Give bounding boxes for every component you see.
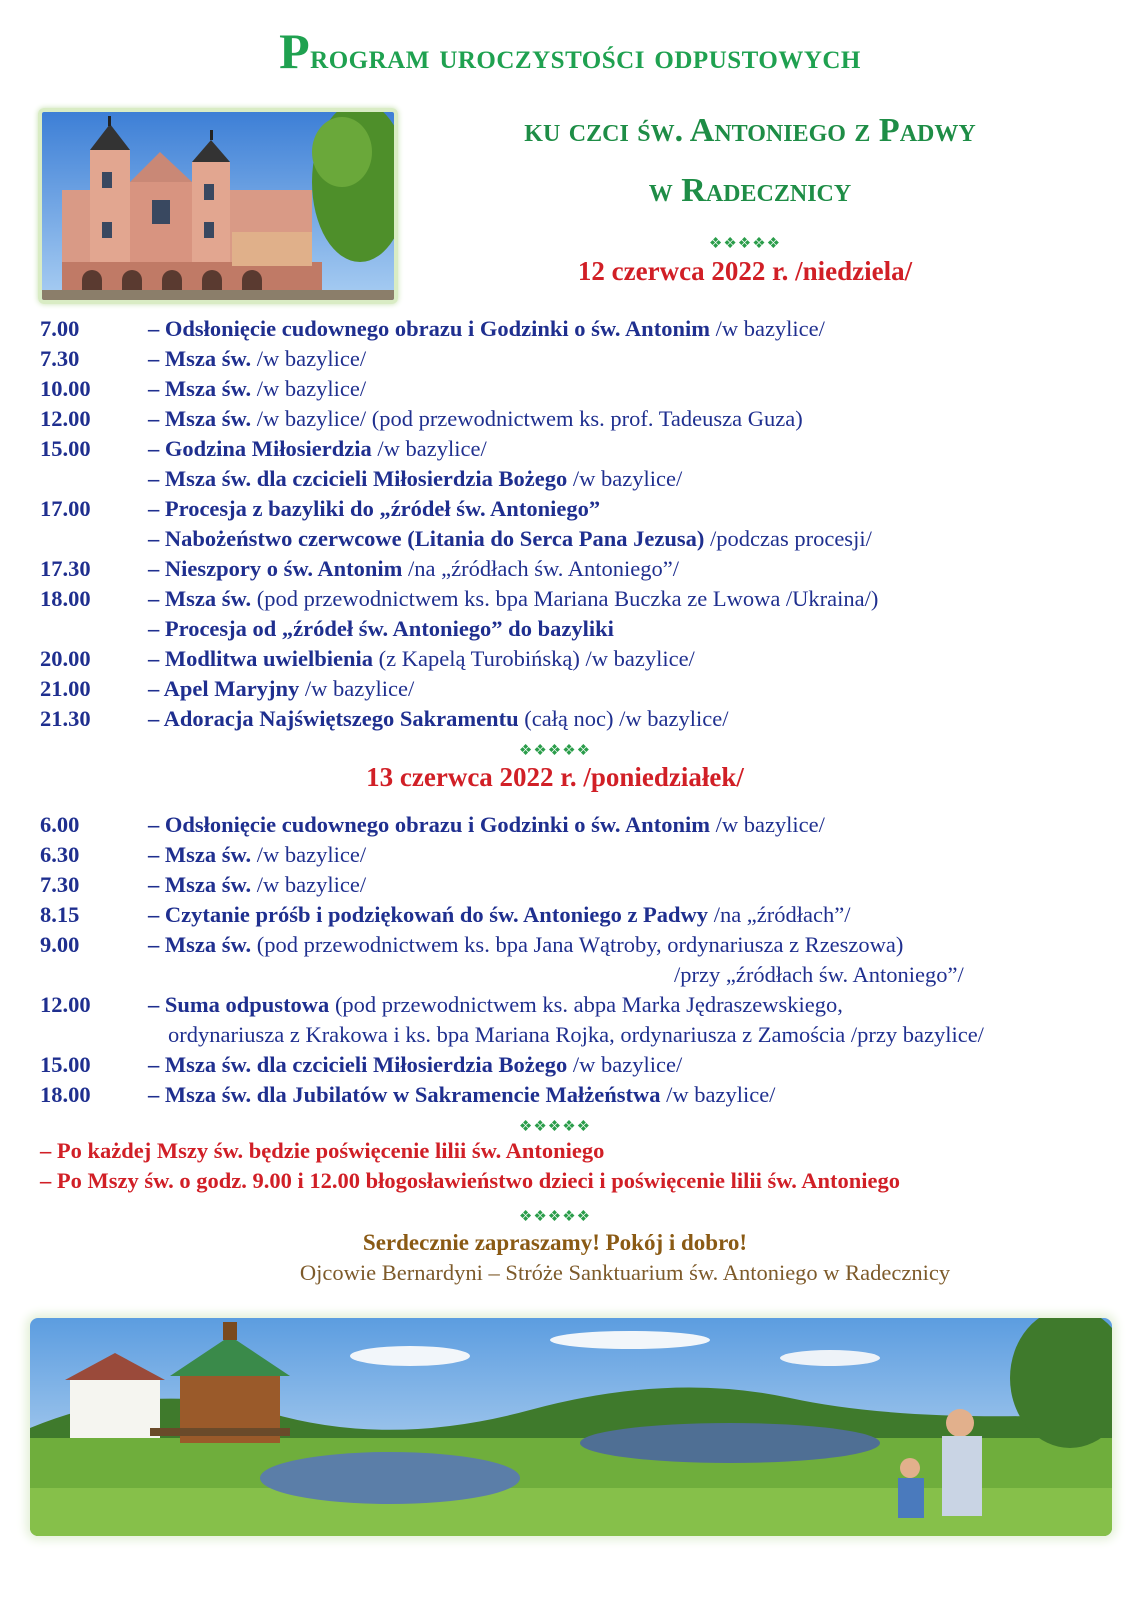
springs-panorama-photo — [30, 1318, 1112, 1536]
schedule-row: 10.00 – Msza św. /w bazylice/ — [40, 376, 367, 401]
schedule-row: 7.00 – Odsłonięcie cudownego obrazu i Godzinki o św. Antonim /w bazylice/ — [40, 316, 825, 341]
schedule-row: 7.30 – Msza św. /w bazylice/ — [40, 872, 367, 897]
schedule-row: ordynariusza z Krakowa i ks. bpa Mariana Rojka, ordynariusza z Zamościa /przy bazylice/ — [168, 1022, 984, 1047]
ornament: ❖❖❖❖❖ — [518, 743, 592, 759]
schedule-row: 7.30 – Msza św. /w bazylice/ — [40, 346, 367, 371]
note-lilies: – Po każdej Mszy św. będzie poświęcenie lilii św. Antoniego — [40, 1138, 605, 1163]
schedule-row: 6.00 – Odsłonięcie cudownego obrazu i Godzinki o św. Antonim /w bazylice/ — [40, 812, 825, 837]
schedule-day2 — [40, 810, 1120, 1110]
schedule-row: 6.30 – Msza św. /w bazylice/ — [40, 842, 367, 867]
schedule-day1 — [40, 314, 1120, 734]
invitation: Serdecznie zapraszamy! Pokój i dobro! — [362, 1230, 748, 1255]
note-blessing: – Po Mszy św. o godz. 9.00 i 12.00 błogosławieństwo dzieci i poświęcenie lilii św. Antoniego — [40, 1168, 900, 1193]
schedule-row: – Nabożeństwo czerwcowe (Litania do Serca Pana Jezusa) /podczas procesji/ — [148, 526, 872, 551]
schedule-row: 18.00 – Msza św. dla Jubilatów w Sakramencie Małżeństwa /w bazylice/ — [40, 1082, 776, 1107]
schedule-row: 18.00 – Msza św. (pod przewodnictwem ks. bpa Mariana Buczka ze Lwowa /Ukraina/) — [40, 586, 879, 611]
page-title: Program uroczystości odpustowych — [279, 23, 861, 79]
ornament: ❖❖❖❖❖ — [708, 236, 782, 252]
schedule-row: /przy „źródłach św. Antoniego”/ — [674, 962, 964, 987]
basilica-photo — [38, 108, 398, 304]
schedule-row: – Procesja od „źródeł św. Antoniego” do bazyliki — [148, 616, 614, 641]
subtitle-line2: w Radecznicy — [648, 172, 852, 209]
schedule-row: 21.30 – Adoracja Najświętszego Sakramentu (całą noc) /w bazylice/ — [40, 706, 729, 731]
schedule-row: 21.00 – Apel Maryjny /w bazylice/ — [40, 676, 415, 701]
date-day2: 13 czerwca 2022 r. /poniedziałek/ — [366, 762, 744, 792]
subtitle-line1: ku czci św. Antoniego z Padwy — [524, 112, 976, 149]
schedule-row: 17.00 – Procesja z bazyliki do „źródeł św. Antoniego” — [40, 496, 601, 521]
ornament: ❖❖❖❖❖ — [518, 1119, 592, 1135]
schedule-row: 15.00 – Godzina Miłosierdzia /w bazylice/ — [40, 436, 487, 461]
signature: Ojcowie Bernardyni – Stróże Sanktuarium św. Antoniego w Radecznicy — [299, 1260, 951, 1285]
schedule-row: 15.00 – Msza św. dla czcicieli Miłosierdzia Bożego /w bazylice/ — [40, 1052, 683, 1077]
ornament: ❖❖❖❖❖ — [518, 1209, 592, 1225]
schedule-row: 17.30 – Nieszpory o św. Antonim /na „źródłach św. Antoniego”/ — [40, 556, 679, 581]
schedule-row: 8.15 – Czytanie próśb i podziękowań do św. Antoniego z Padwy /na „źródłach”/ — [40, 902, 851, 927]
schedule-row: 9.00 – Msza św. (pod przewodnictwem ks. bpa Jana Wątroby, ordynariusza z Rzeszowa) — [40, 932, 904, 957]
schedule-row: 12.00 – Suma odpustowa (pod przewodnictwem ks. abpa Marka Jędraszewskiego, — [40, 992, 843, 1017]
date-day1: 12 czerwca 2022 r. /niedziela/ — [577, 256, 913, 286]
schedule-row: – Msza św. dla czcicieli Miłosierdzia Bożego /w bazylice/ — [148, 466, 683, 491]
schedule-row: 20.00 – Modlitwa uwielbienia (z Kapelą Turobińską) /w bazylice/ — [40, 646, 695, 671]
schedule-row: 12.00 – Msza św. /w bazylice/ (pod przewodnictwem ks. prof. Tadeusza Guza) — [40, 406, 803, 431]
